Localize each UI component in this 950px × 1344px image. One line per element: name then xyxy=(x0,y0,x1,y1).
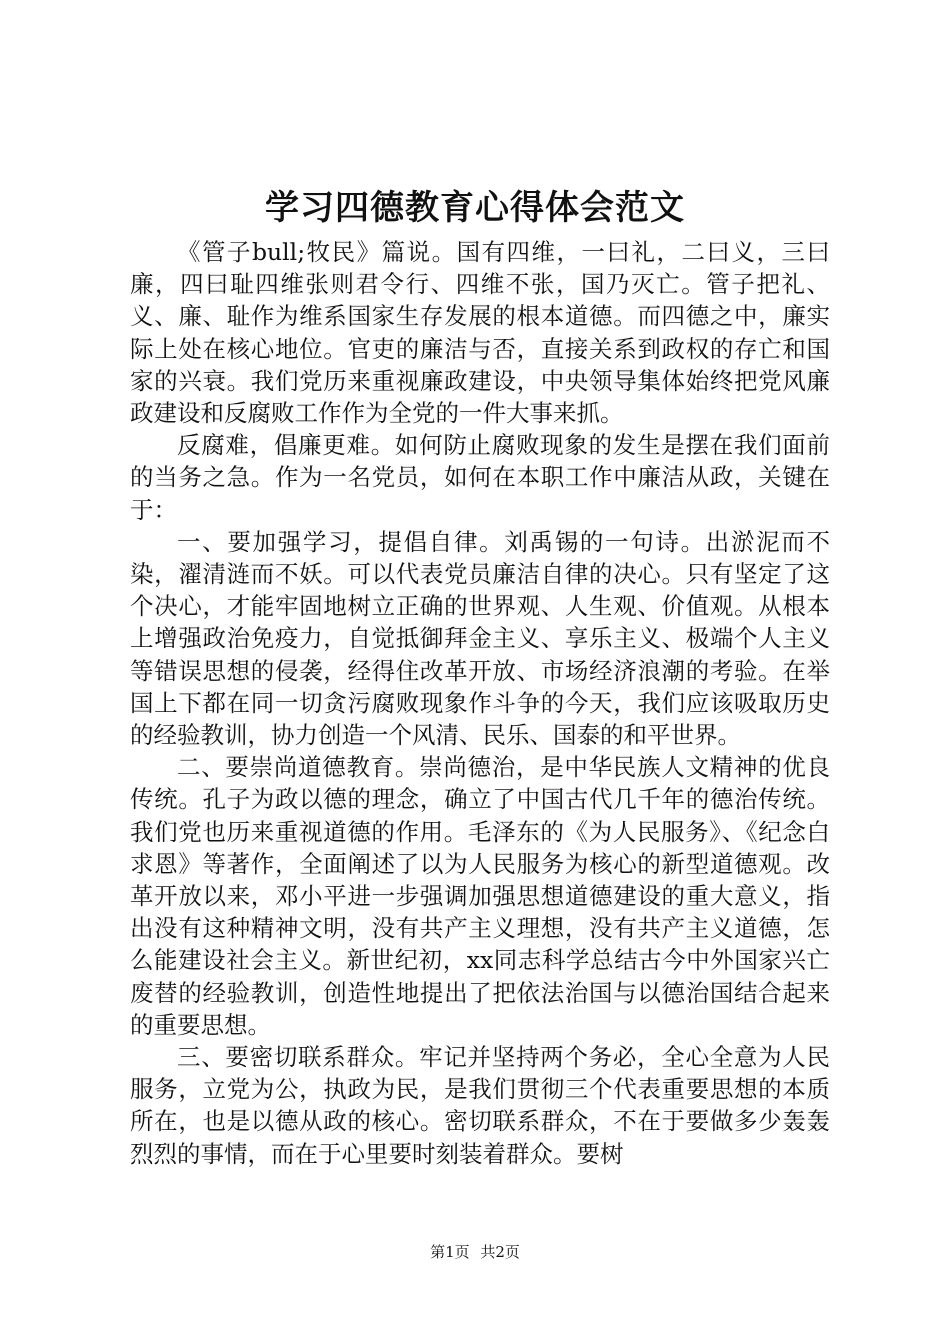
document-title: 学习四德教育心得体会范文 xyxy=(265,188,685,228)
paragraph-point-three: 三、要密切联系群众。牢记并坚持两个务必，全心全意为人民服务，立党为公，执政为民，是我们贯彻三个代表重要思想的本质所在，也是以德从政的核心。密切联系群众，不在于要做多少轰轰烈烈的事情，而在于心里要时刻装着群众。要树 xyxy=(130,1043,830,1168)
page-total: 共2页 xyxy=(480,1243,520,1261)
paragraph-intro: 《管子bull;牧民》篇说。国有四维，一曰礼，二曰义，三曰廉，四曰耻四维张则君令行、四维不张，国乃灭亡。管子把礼、义、廉、耻作为维系国家生存发展的根本道德。而四德之中，廉实际上处在核心地位。官吏的廉洁与否，直接关系到政权的存亡和国家的兴衰。我们党历来重视廉政建设，中央领导集体始终把党风廉政建设和反腐败工作作为全党的一件大事来抓。 xyxy=(130,238,830,428)
paragraph-anti-corruption: 反腐难，倡廉更难。如何防止腐败现象的发生是摆在我们面前的当务之急。作为一名党员，如何在本职工作中廉洁从政，关键在于： xyxy=(130,431,830,524)
paragraph-point-one: 一、要加强学习，提倡自律。刘禹锡的一句诗。出淤泥而不染，濯清涟而不妖。可以代表党员廉洁自律的决心。只有坚定了这个决心，才能牢固地树立正确的世界观、人生观、价值观。从根本上增强政治免疫力，自觉抵御拜金主义、享乐主义、极端个人主义等错误思想的侵袭，经得住改革开放、市场经济浪潮的考验。在举国上下都在同一切贪污腐败现象作斗争的今天，我们应该吸取历史的经验教训，协力创造一个风清、民乐、国泰的和平世界。 xyxy=(130,527,830,750)
document-body xyxy=(130,236,830,1170)
page-footer xyxy=(0,1241,950,1263)
paragraph-point-two: 二、要崇尚道德教育。崇尚德治，是中华民族人文精神的优良传统。孔子为政以德的理念，确立了中国古代几千年的德治传统。我们党也历来重视道德的作用。毛泽东的《为人民服务》、《纪念白求恩》等著作，全面阐述了以为人民服务为核心的新型道德观。改革开放以来，邓小平进一步强调加强思想道德建设的重大意义，指出没有这种精神文明，没有共产主义理想，没有共产主义道德，怎么能建设社会主义。新世纪初，xx同志科学总结古今中外国家兴亡废替的经验教训，创造性地提出了把依法治国与以德治国结合起来的重要思想。 xyxy=(130,753,830,1039)
page-number: 第1页 xyxy=(430,1243,470,1261)
